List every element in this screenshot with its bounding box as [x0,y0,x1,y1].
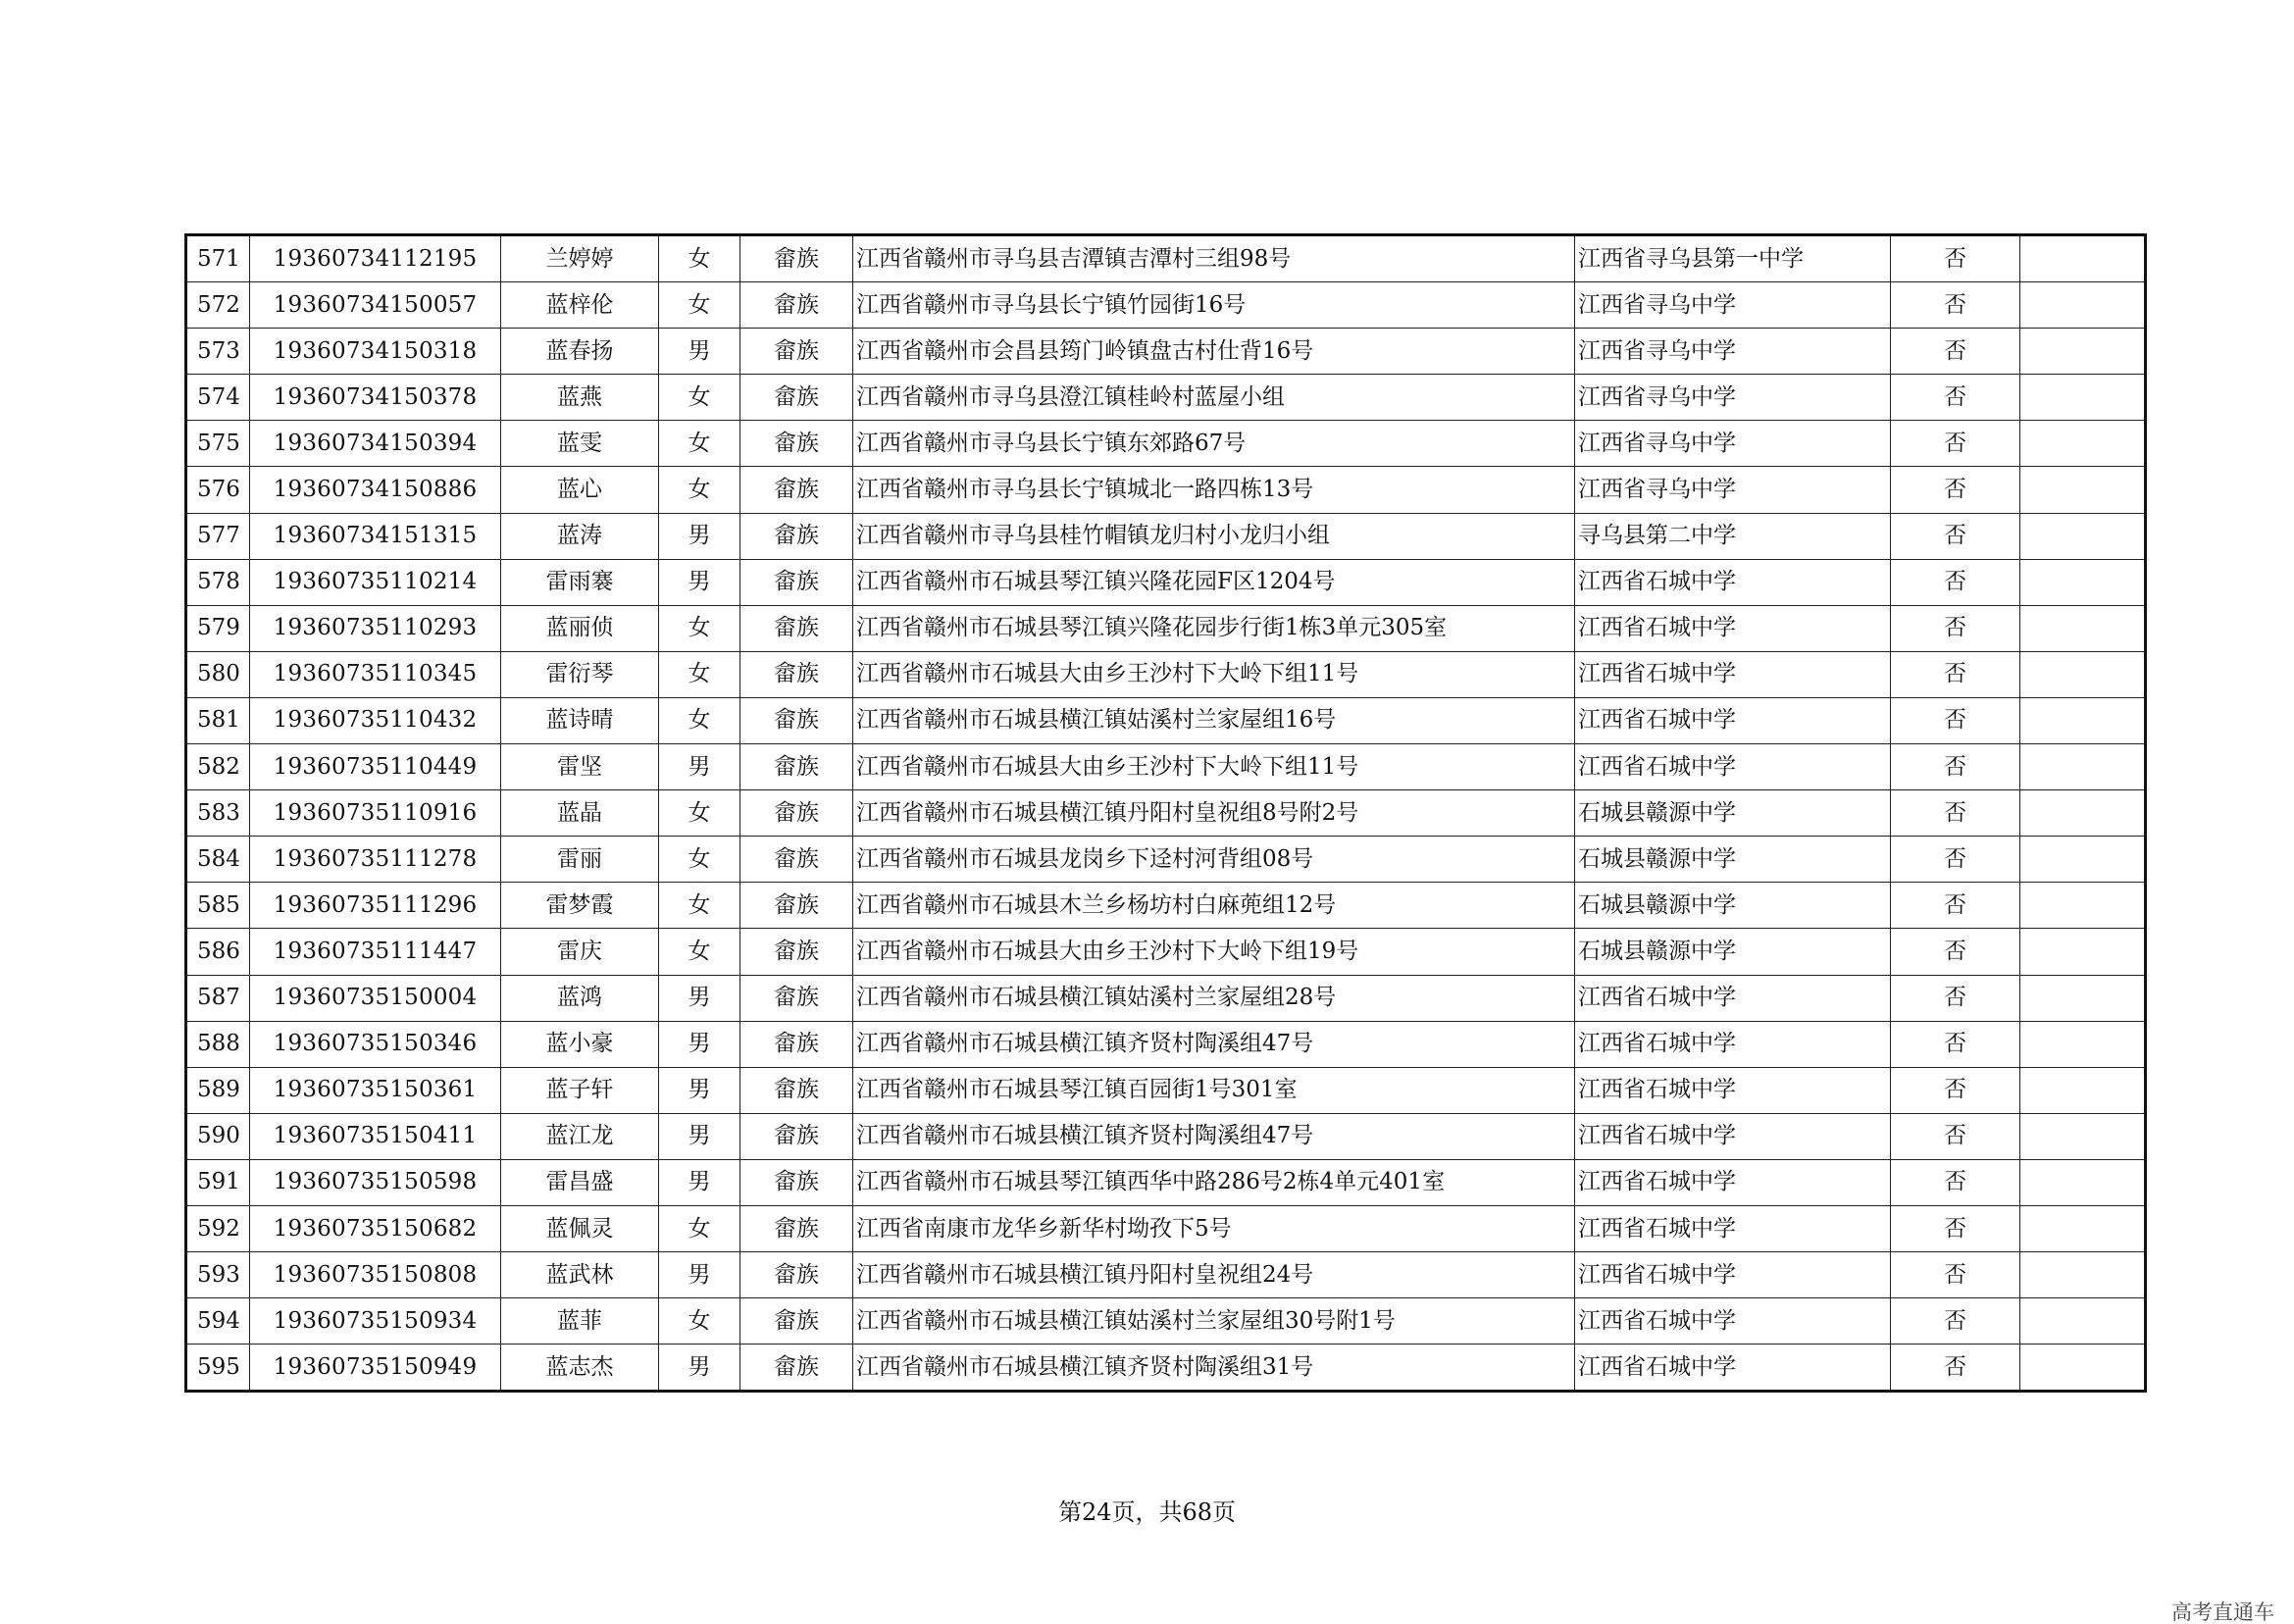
roster-body [186,235,2146,1392]
gender-cell: 男 [659,1021,740,1067]
qualification-flag-cell: 否 [1891,1021,2020,1067]
school-name-cell: 江西省寻乌中学 [1575,421,1891,467]
table-row [186,375,2146,421]
ethnicity-cell: 畲族 [740,1021,853,1067]
row-number-cell: 594 [186,1298,250,1345]
exam-ticket-number-cell: 19360735150949 [250,1345,501,1392]
qualification-flag-cell: 否 [1891,1252,2020,1298]
student-name-cell: 蓝梓伦 [501,282,659,329]
remarks-cell [2020,1021,2146,1067]
row-number-cell: 588 [186,1021,250,1067]
row-number-cell: 571 [186,235,250,282]
school-name-cell: 江西省石城中学 [1575,1067,1891,1113]
remarks-cell [2020,1252,2146,1298]
table-row [186,883,2146,929]
qualification-flag-cell: 否 [1891,790,2020,837]
school-name-cell: 江西省石城中学 [1575,697,1891,743]
table-row [186,929,2146,975]
ethnicity-cell: 畲族 [740,975,853,1021]
exam-ticket-number-cell: 19360735150346 [250,1021,501,1067]
table-row [186,1067,2146,1113]
home-address-cell: 江西省赣州市石城县琴江镇兴隆花园F区1204号 [853,559,1575,605]
exam-ticket-number-cell: 19360735110916 [250,790,501,837]
table-row [186,837,2146,883]
qualification-flag-cell: 否 [1891,883,2020,929]
qualification-flag-cell: 否 [1891,559,2020,605]
row-number-cell: 585 [186,883,250,929]
home-address-cell: 江西省赣州市石城县琴江镇西华中路286号2栋4单元401室 [853,1159,1575,1205]
remarks-cell [2020,235,2146,282]
school-name-cell: 寻乌县第二中学 [1575,513,1891,559]
table-row [186,329,2146,375]
row-number-cell: 582 [186,744,250,790]
exam-ticket-number-cell: 19360735150411 [250,1113,501,1159]
remarks-cell [2020,513,2146,559]
school-name-cell: 江西省石城中学 [1575,975,1891,1021]
school-name-cell: 石城县赣源中学 [1575,929,1891,975]
gender-cell: 男 [659,1345,740,1392]
table-row [186,235,2146,282]
school-name-cell: 江西省石城中学 [1575,559,1891,605]
ethnicity-cell: 畲族 [740,1159,853,1205]
remarks-cell [2020,605,2146,651]
home-address-cell: 江西省赣州市寻乌县长宁镇竹园街16号 [853,282,1575,329]
school-name-cell: 江西省石城中学 [1575,1345,1891,1392]
student-name-cell: 雷梦霞 [501,883,659,929]
gender-cell: 女 [659,883,740,929]
remarks-cell [2020,1345,2146,1392]
qualification-flag-cell: 否 [1891,605,2020,651]
exam-ticket-number-cell: 19360734150886 [250,467,501,513]
ethnicity-cell: 畲族 [740,605,853,651]
exam-ticket-number-cell: 19360735150808 [250,1252,501,1298]
gender-cell: 男 [659,513,740,559]
qualification-flag-cell: 否 [1891,282,2020,329]
gender-cell: 男 [659,559,740,605]
school-name-cell: 石城县赣源中学 [1575,790,1891,837]
home-address-cell: 江西省赣州市寻乌县长宁镇东郊路67号 [853,421,1575,467]
remarks-cell [2020,375,2146,421]
qualification-flag-cell: 否 [1891,651,2020,697]
remarks-cell [2020,790,2146,837]
home-address-cell: 江西省赣州市寻乌县澄江镇桂岭村蓝屋小组 [853,375,1575,421]
exam-ticket-number-cell: 19360735150004 [250,975,501,1021]
gender-cell: 男 [659,744,740,790]
gender-cell: 女 [659,282,740,329]
student-name-cell: 蓝子轩 [501,1067,659,1113]
ethnicity-cell: 畲族 [740,1113,853,1159]
student-name-cell: 雷丽 [501,837,659,883]
student-name-cell: 蓝诗晴 [501,697,659,743]
row-number-cell: 573 [186,329,250,375]
school-name-cell: 江西省石城中学 [1575,744,1891,790]
ethnicity-cell: 畲族 [740,790,853,837]
student-name-cell: 蓝春扬 [501,329,659,375]
exam-ticket-number-cell: 19360735150361 [250,1067,501,1113]
table-row [186,744,2146,790]
qualification-flag-cell: 否 [1891,1067,2020,1113]
ethnicity-cell: 畲族 [740,282,853,329]
ethnicity-cell: 畲族 [740,559,853,605]
student-name-cell: 雷雨褰 [501,559,659,605]
student-name-cell: 蓝武林 [501,1252,659,1298]
school-name-cell: 江西省寻乌县第一中学 [1575,235,1891,282]
school-name-cell: 江西省石城中学 [1575,651,1891,697]
ethnicity-cell: 畲族 [740,513,853,559]
home-address-cell: 江西省赣州市石城县横江镇姑溪村兰家屋组28号 [853,975,1575,1021]
exam-ticket-number-cell: 19360735111296 [250,883,501,929]
exam-ticket-number-cell: 19360735110214 [250,559,501,605]
home-address-cell: 江西省赣州市会昌县筠门岭镇盘古村仕背16号 [853,329,1575,375]
qualification-flag-cell: 否 [1891,929,2020,975]
gender-cell: 女 [659,697,740,743]
row-number-cell: 587 [186,975,250,1021]
student-name-cell: 蓝佩灵 [501,1205,659,1251]
table-row [186,1345,2146,1392]
ethnicity-cell: 畲族 [740,1298,853,1345]
remarks-cell [2020,929,2146,975]
school-name-cell: 江西省寻乌中学 [1575,329,1891,375]
qualification-flag-cell: 否 [1891,1113,2020,1159]
gender-cell: 女 [659,651,740,697]
ethnicity-cell: 畲族 [740,375,853,421]
qualification-flag-cell: 否 [1891,975,2020,1021]
home-address-cell: 江西省赣州市石城县琴江镇百园街1号301室 [853,1067,1575,1113]
exam-ticket-number-cell: 19360734150394 [250,421,501,467]
qualification-flag-cell: 否 [1891,467,2020,513]
gender-cell: 男 [659,1252,740,1298]
remarks-cell [2020,1067,2146,1113]
home-address-cell: 江西省赣州市石城县大由乡王沙村下大岭下组11号 [853,651,1575,697]
home-address-cell: 江西省赣州市石城县大由乡王沙村下大岭下组11号 [853,744,1575,790]
remarks-cell [2020,651,2146,697]
ethnicity-cell: 畲族 [740,467,853,513]
gender-cell: 女 [659,929,740,975]
gender-cell: 女 [659,790,740,837]
exam-ticket-number-cell: 19360735110449 [250,744,501,790]
student-name-cell: 雷昌盛 [501,1159,659,1205]
table-row [186,697,2146,743]
student-name-cell: 雷庆 [501,929,659,975]
qualification-flag-cell: 否 [1891,235,2020,282]
row-number-cell: 580 [186,651,250,697]
row-number-cell: 572 [186,282,250,329]
school-name-cell: 石城县赣源中学 [1575,837,1891,883]
school-name-cell: 江西省石城中学 [1575,1252,1891,1298]
row-number-cell: 595 [186,1345,250,1392]
gender-cell: 男 [659,1113,740,1159]
home-address-cell: 江西省赣州市石城县横江镇齐贤村陶溪组47号 [853,1021,1575,1067]
school-name-cell: 江西省寻乌中学 [1575,282,1891,329]
gender-cell: 女 [659,1298,740,1345]
row-number-cell: 579 [186,605,250,651]
school-name-cell: 江西省石城中学 [1575,1021,1891,1067]
school-name-cell: 江西省石城中学 [1575,1205,1891,1251]
home-address-cell: 江西省南康市龙华乡新华村坳孜下5号 [853,1205,1575,1251]
gender-cell: 女 [659,837,740,883]
table-row [186,1205,2146,1251]
remarks-cell [2020,421,2146,467]
qualification-flag-cell: 否 [1891,329,2020,375]
home-address-cell: 江西省赣州市石城县龙岗乡下迳村河背组08号 [853,837,1575,883]
exam-ticket-number-cell: 19360734150318 [250,329,501,375]
qualification-flag-cell: 否 [1891,837,2020,883]
table-row [186,467,2146,513]
school-name-cell: 江西省寻乌中学 [1575,375,1891,421]
qualification-flag-cell: 否 [1891,513,2020,559]
remarks-cell [2020,837,2146,883]
ethnicity-cell: 畲族 [740,1252,853,1298]
ethnicity-cell: 畲族 [740,1067,853,1113]
remarks-cell [2020,1113,2146,1159]
qualification-flag-cell: 否 [1891,744,2020,790]
gender-cell: 女 [659,421,740,467]
row-number-cell: 574 [186,375,250,421]
table-row [186,1252,2146,1298]
qualification-flag-cell: 否 [1891,1159,2020,1205]
gender-cell: 女 [659,235,740,282]
home-address-cell: 江西省赣州市石城县琴江镇兴隆花园步行街1栋3单元305室 [853,605,1575,651]
table-row [186,1021,2146,1067]
home-address-cell: 江西省赣州市寻乌县桂竹帽镇龙归村小龙归小组 [853,513,1575,559]
qualification-flag-cell: 否 [1891,375,2020,421]
home-address-cell: 江西省赣州市石城县横江镇丹阳村皇祝组24号 [853,1252,1575,1298]
ethnicity-cell: 畲族 [740,421,853,467]
row-number-cell: 578 [186,559,250,605]
remarks-cell [2020,329,2146,375]
student-name-cell: 蓝小豪 [501,1021,659,1067]
qualification-flag-cell: 否 [1891,1345,2020,1392]
ethnicity-cell: 畲族 [740,1205,853,1251]
school-name-cell: 江西省寻乌中学 [1575,467,1891,513]
home-address-cell: 江西省赣州市石城县横江镇丹阳村皇祝组8号附2号 [853,790,1575,837]
page-footer: 第24页，共68页 [1057,1498,1237,1526]
student-name-cell: 蓝雯 [501,421,659,467]
student-name-cell: 蓝江龙 [501,1113,659,1159]
remarks-cell [2020,975,2146,1021]
exam-ticket-number-cell: 19360734112195 [250,235,501,282]
gender-cell: 男 [659,975,740,1021]
school-name-cell: 石城县赣源中学 [1575,883,1891,929]
gender-cell: 男 [659,329,740,375]
table-row [186,790,2146,837]
row-number-cell: 591 [186,1159,250,1205]
row-number-cell: 590 [186,1113,250,1159]
school-name-cell: 江西省石城中学 [1575,1159,1891,1205]
row-number-cell: 577 [186,513,250,559]
student-name-cell: 蓝涛 [501,513,659,559]
ethnicity-cell: 畲族 [740,651,853,697]
student-name-cell: 兰婷婷 [501,235,659,282]
school-name-cell: 江西省石城中学 [1575,1113,1891,1159]
ethnicity-cell: 畲族 [740,883,853,929]
remarks-cell [2020,744,2146,790]
student-name-cell: 蓝丽侦 [501,605,659,651]
table-row [186,975,2146,1021]
home-address-cell: 江西省赣州市石城县大由乡王沙村下大岭下组19号 [853,929,1575,975]
row-number-cell: 583 [186,790,250,837]
school-name-cell: 江西省石城中学 [1575,1298,1891,1345]
gender-cell: 女 [659,375,740,421]
home-address-cell: 江西省赣州市石城县横江镇齐贤村陶溪组31号 [853,1345,1575,1392]
ethnicity-cell: 畲族 [740,837,853,883]
table-row [186,1298,2146,1345]
remarks-cell [2020,697,2146,743]
school-name-cell: 江西省石城中学 [1575,605,1891,651]
row-number-cell: 575 [186,421,250,467]
table-row [186,651,2146,697]
home-address-cell: 江西省赣州市寻乌县长宁镇城北一路四栋13号 [853,467,1575,513]
remarks-cell [2020,1298,2146,1345]
exam-ticket-number-cell: 19360735110432 [250,697,501,743]
row-number-cell: 586 [186,929,250,975]
home-address-cell: 江西省赣州市石城县横江镇齐贤村陶溪组47号 [853,1113,1575,1159]
home-address-cell: 江西省赣州市寻乌县吉潭镇吉潭村三组98号 [853,235,1575,282]
table-row [186,605,2146,651]
exam-ticket-number-cell: 19360735150934 [250,1298,501,1345]
exam-ticket-number-cell: 19360735150682 [250,1205,501,1251]
ethnicity-cell: 畲族 [740,697,853,743]
row-number-cell: 589 [186,1067,250,1113]
row-number-cell: 584 [186,837,250,883]
row-number-cell: 576 [186,467,250,513]
gender-cell: 男 [659,1067,740,1113]
remarks-cell [2020,467,2146,513]
student-name-cell: 蓝心 [501,467,659,513]
gender-cell: 女 [659,605,740,651]
table-row [186,513,2146,559]
table-row [186,282,2146,329]
student-name-cell: 蓝菲 [501,1298,659,1345]
table-row [186,1113,2146,1159]
row-number-cell: 581 [186,697,250,743]
row-number-cell: 593 [186,1252,250,1298]
gender-cell: 女 [659,1205,740,1251]
exam-ticket-number-cell: 19360735110293 [250,605,501,651]
exam-ticket-number-cell: 19360735110345 [250,651,501,697]
student-name-cell: 蓝志杰 [501,1345,659,1392]
ethnicity-cell: 畲族 [740,1345,853,1392]
qualification-flag-cell: 否 [1891,697,2020,743]
student-name-cell: 雷坚 [501,744,659,790]
exam-ticket-number-cell: 19360735111278 [250,837,501,883]
remarks-cell [2020,1159,2146,1205]
table-row [186,421,2146,467]
exam-ticket-number-cell: 19360734150057 [250,282,501,329]
qualification-flag-cell: 否 [1891,1298,2020,1345]
ethnicity-cell: 畲族 [740,235,853,282]
student-roster-table [184,233,2147,1393]
ethnicity-cell: 畲族 [740,744,853,790]
exam-ticket-number-cell: 19360735111447 [250,929,501,975]
home-address-cell: 江西省赣州市石城县横江镇姑溪村兰家屋组30号附1号 [853,1298,1575,1345]
home-address-cell: 江西省赣州市石城县木兰乡杨坊村白麻蔸组12号 [853,883,1575,929]
qualification-flag-cell: 否 [1891,421,2020,467]
exam-ticket-number-cell: 19360734150378 [250,375,501,421]
remarks-cell [2020,1205,2146,1251]
remarks-cell [2020,883,2146,929]
student-name-cell: 雷衍琴 [501,651,659,697]
student-name-cell: 蓝晶 [501,790,659,837]
qualification-flag-cell: 否 [1891,1205,2020,1251]
exam-ticket-number-cell: 19360734151315 [250,513,501,559]
ethnicity-cell: 畲族 [740,929,853,975]
gender-cell: 女 [659,467,740,513]
exam-ticket-number-cell: 19360735150598 [250,1159,501,1205]
home-address-cell: 江西省赣州市石城县横江镇姑溪村兰家屋组16号 [853,697,1575,743]
gender-cell: 男 [659,1159,740,1205]
student-name-cell: 蓝鸿 [501,975,659,1021]
remarks-cell [2020,559,2146,605]
site-watermark: 高考直通车 [2171,1600,2274,1624]
row-number-cell: 592 [186,1205,250,1251]
table-row [186,1159,2146,1205]
student-name-cell: 蓝燕 [501,375,659,421]
remarks-cell [2020,282,2146,329]
table-row [186,559,2146,605]
ethnicity-cell: 畲族 [740,329,853,375]
